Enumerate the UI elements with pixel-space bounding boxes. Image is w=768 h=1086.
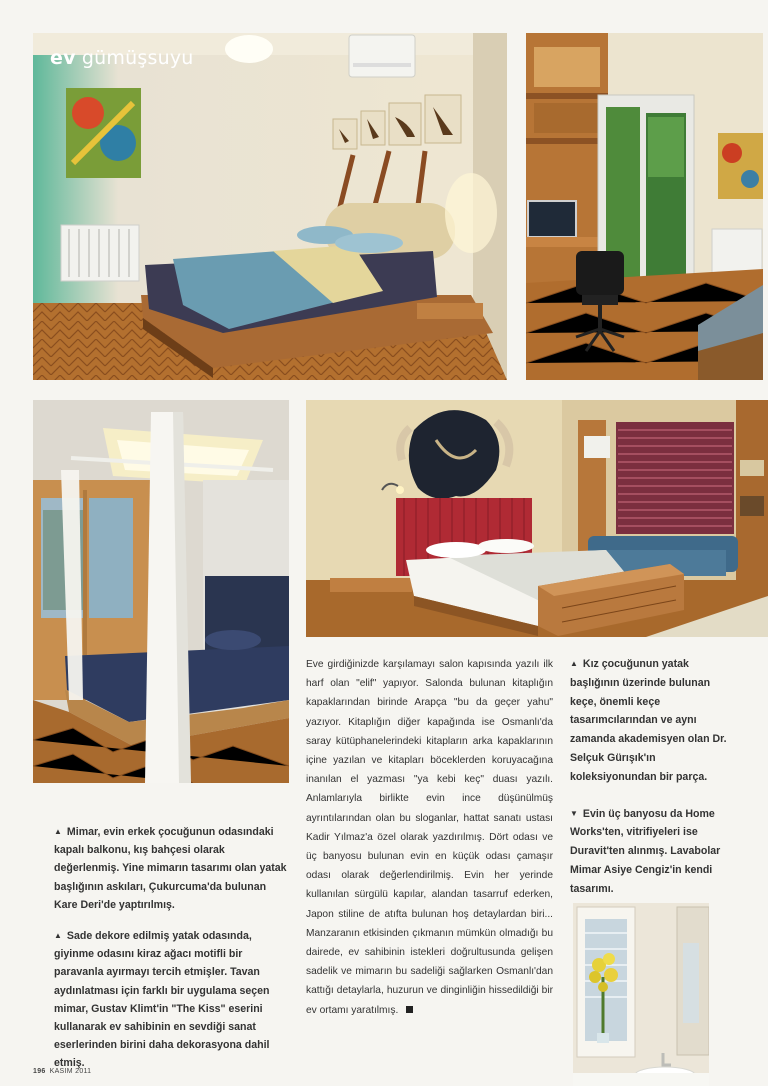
issue-date: KASIM 2011 [49, 1068, 92, 1075]
photo-bedroom-main [33, 33, 507, 380]
photo-canopy-bedroom [33, 400, 289, 783]
caption-left-1 [54, 823, 290, 914]
triangle-up-icon: ▲ [54, 827, 62, 836]
caption-right-2 [570, 805, 730, 899]
caption-left-1-text: Mimar, evin erkek çocuğunun odasındaki kapalı balkonu, kış bahçesi olarak değerlenmiş. Yine mimarın tasarımı olan yatak başlığının askıları, Çukurcuma'da bulunan Kare Deri'de yaptırılmış. [54, 826, 287, 911]
caption-left-2 [54, 927, 290, 1073]
body-paragraph: Eve girdiğinizde karşılamayı salon kapısında yazılı ilk harf olan "elif" yapıyor. Salonda bulunan kitaplığın kapaklarından birinde Arapça "bu da geçer yahu" yazıyor. Kitaplığın diğer kapağında ise Osmanlı'da saray kütüphanelerindeki kitapların arka kapaklarının içine yazılan ve kitapları böceklerden koruyacağına inanılan el yazması "ya kebi keç" duası yazılı. Anlamlarıyla birlikte evin ince düşünülmüş ayrıntılarından olan bu sloganlar, hattat sanatı ustası Kadir Yılmaz'a özel olarak yazdırılmış. Dört odası ve üç banyosu bulunan evin en küçük odası çamaşır odası olarak değerlendirilmiş. Evin her yerinde kullanılan sürgülü kapılar, alandan tasarruf ederken, Japon stiline de atıfta bulunan hoş detaylardan biri... Manzaranın etkisinden çıkmanın mümkün olmadığı bu dairede, ev sahibinin istekleri doğrultusunda gelişen sadelik ve mimarın bu sadeliği sağlarken Osmanlı'dan kattığı detaylarla, huzurun ve dinginliğin hissedildiği bir ev ortamı yaratılmış. [306, 659, 553, 1016]
caption-left-2-text: Sade dekore edilmiş yatak odasında, giyinme odasını kiraz ağacı motifli bir paravanla ayırmayı tercih etmişler. Tavan aydınlatması için farklı bir uygulama seçen mimar, Gustav Klimt'in "The Kiss" eserini kullanarak ev sahibinin en sevdiği sanat eserlerinden birini daha dekorasyona dahil etmiş. [54, 930, 270, 1070]
section-label [50, 47, 194, 69]
section-label-bold: ev [50, 47, 76, 69]
triangle-down-icon: ▼ [570, 808, 578, 818]
body-text [306, 655, 553, 1020]
caption-right-1 [570, 655, 730, 787]
photo-master-bedroom [306, 400, 768, 637]
section-label-light: gümüşsuyu [81, 47, 194, 69]
triangle-up-icon: ▲ [54, 931, 62, 941]
caption-right-1-text: Kız çocuğunun yatak başlığının üzerinde bulunan keçe, önemli keçe tasarımcılarından ve aynı zamanda akademisyen olan Dr. Selçuk Gürışık'ın koleksiyonundan bir parça. [570, 658, 727, 783]
caption-right-2-text: Evin üç banyosu da Home Works'ten, vitrifiyeleri ise Duravit'ten alınmış. Lavabolar Mimar Asiye Cengiz'in kendi tasarımı. [570, 807, 721, 895]
photo-bathroom [573, 903, 709, 1086]
page-number: 196 [33, 1068, 46, 1075]
photo-study-room [526, 33, 763, 380]
captions-right [570, 655, 730, 912]
captions-left [54, 823, 290, 1086]
page-folio [33, 1068, 91, 1075]
end-mark-icon [406, 1006, 413, 1013]
triangle-up-icon: ▲ [570, 659, 578, 668]
